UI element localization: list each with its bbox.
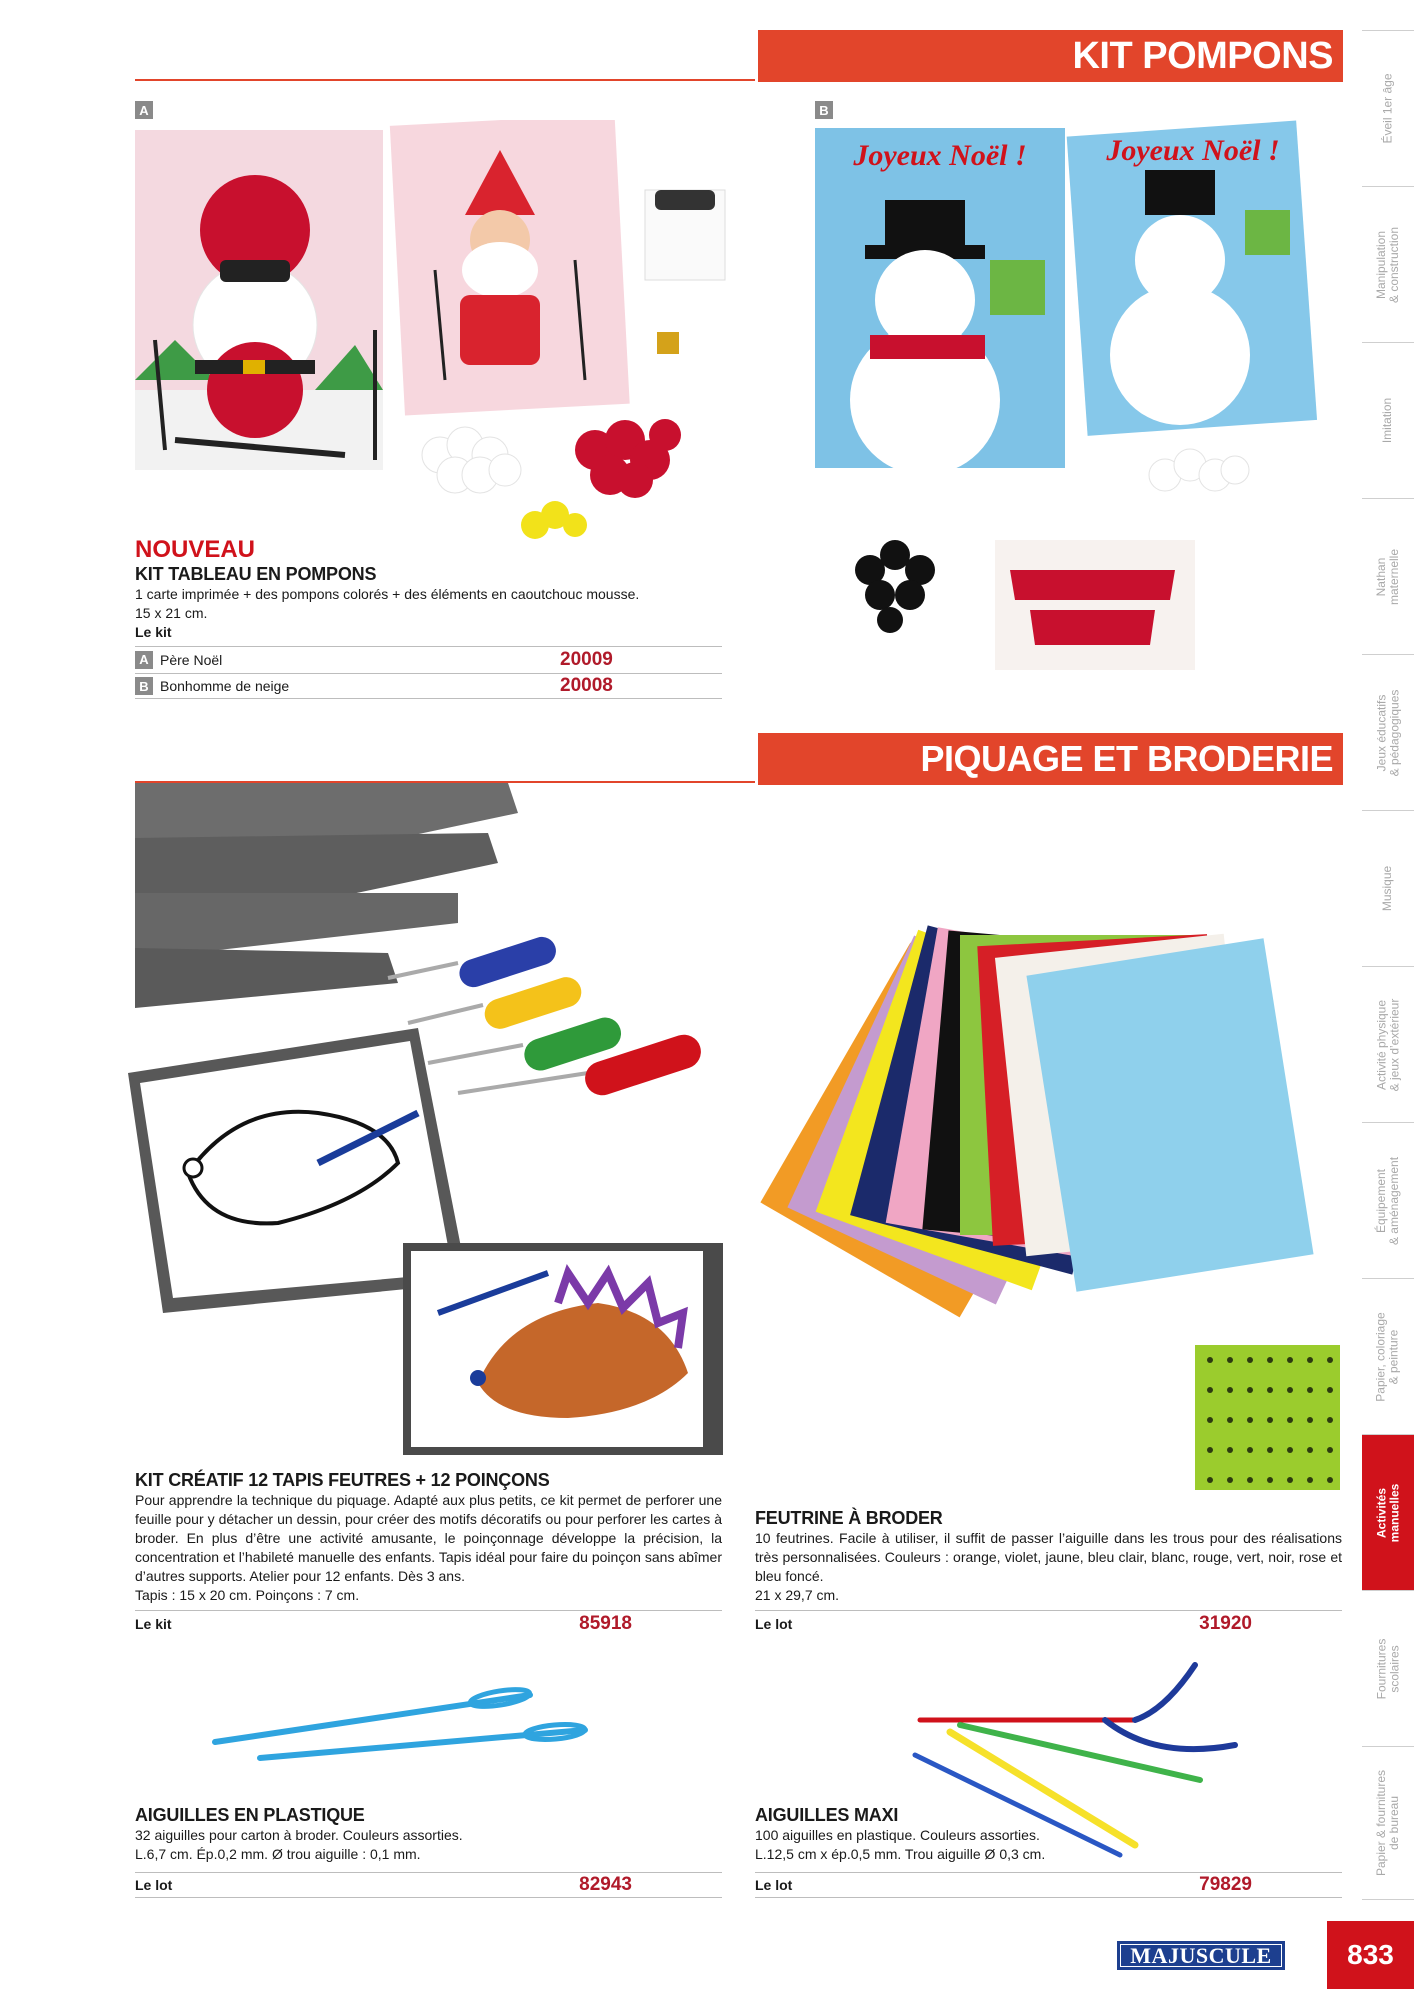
joyeux-noel-card-b: Joyeux Noël ! [1106,134,1280,167]
tab-label: Papier, coloriage & peinture [1374,1311,1402,1402]
tab-label: Papier & fournitures de bureau [1374,1769,1401,1877]
kit-creatif-desc: Pour apprendre la technique du piquage. Adapté aux plus petits, ce kit permet de perforer une feuille pour y détacher un dessin, pour créer des motifs décoratifs ou pour perforer les cartes à broder. En plus d’être une activité amusante, le poinçonnage développe la précision, la concentration et l’habileté manuelle des enfants. Tapis idéal pour faire du poinçon sans abîmer d’autres supports. Atelier pour 12 enfants. Dès 3 ans. [135,1492,722,1584]
aiguilles-plastique-size: L.6,7 cm. Ép.0,2 mm. Ø trou aiguille : 0,1 mm. [135,1846,421,1862]
variant-ref: 20008 [560,675,613,696]
unit-label: Le lot [135,1877,173,1893]
tab-label: Éveil 1er âge [1380,73,1395,144]
aiguilles-plastique-desc: 32 aiguilles pour carton à broder. Couleurs assorties. [135,1827,463,1843]
joyeux-noel-card-a: Joyeux Noël ! [853,139,1027,172]
aiguilles-plastique-title: AIGUILLES EN PLASTIQUE [135,1805,365,1825]
section-title-piquage: PIQUAGE ET BRODERIE [758,733,1343,785]
tab-label: Équipement & aménagement [1374,1156,1401,1245]
snowman-pompon-image [815,100,1335,680]
section-title-kit-pompons: KIT POMPONS [758,30,1343,82]
tab-label: Manipulation & construction [1374,226,1402,303]
tab-jeux-educatifs[interactable] [1362,654,1414,810]
tab-activite-physique[interactable] [1362,966,1414,1122]
tab-eveil[interactable] [1362,30,1414,186]
kit-creatif-title: KIT CRÉATIF 12 TAPIS FEUTRES + 12 POINÇONS [135,1470,550,1490]
kit-pompons-title: KIT TABLEAU EN POMPONS [135,564,377,584]
feutrine-desc: 10 feutrines. Facile à utiliser, il suffit de passer l’aiguille dans les trous pour des réalisations très personnalisées. Couleurs : orange, violet, jaune, bleu clair, blanc, rouge, vert, noir, rose et bleu foncé. [755,1530,1342,1584]
variant-letter: B [135,677,153,695]
new-badge: NOUVEAU [135,536,256,563]
aiguilles-maxi-size: L.12,5 cm x ép.0,5 mm. Trou aiguille Ø 0,3 cm. [755,1846,1046,1862]
tab-nathan[interactable] [1362,498,1414,654]
aiguilles-maxi-desc: 100 aiguilles en plastique. Couleurs assorties. [755,1827,1040,1843]
felt-mats-punchers-image [128,783,728,1458]
aiguilles-plastique-price-row [135,1872,722,1898]
aiguilles-maxi-price-row [755,1872,1342,1898]
tab-label: Nathan maternelle [1374,548,1401,605]
product-ref: 79829 [1199,1874,1252,1895]
tab-activites-manuelles[interactable] [1362,1434,1414,1590]
product-ref: 31920 [1199,1612,1252,1634]
tab-papier-coloriage[interactable] [1362,1278,1414,1434]
variant-letter: A [135,651,153,669]
variant-tag-a: A [135,101,153,119]
tab-equipement[interactable] [1362,1122,1414,1278]
variant-tag-b: B [815,101,833,119]
variant-ref: 20009 [560,648,613,670]
plastic-needles-image [200,1670,600,1770]
feutrine-price-row [755,1610,1342,1636]
feutrine-title: FEUTRINE À BRODER [755,1508,943,1528]
kit-creatif-size: Tapis : 15 x 20 cm. Poinçons : 7 cm. [135,1587,360,1603]
category-sidebar [1362,30,1414,1900]
santa-pompon-image [135,120,735,540]
embroidery-felts-image [720,890,1360,1510]
tab-label: Fournitures scolaires [1374,1638,1402,1699]
tab-manipulation[interactable] [1362,186,1414,342]
tab-label: Activités manuelles [1374,1483,1402,1542]
tab-papier-bureau[interactable] [1362,1746,1414,1900]
tab-imitation[interactable] [1362,342,1414,498]
kit-pompons-unit: Le kit [135,624,172,640]
page-number: 833 [1327,1921,1414,1989]
section-rule-pompons [135,79,755,81]
majuscule-logo: MAJUSCULE [1117,1941,1285,1970]
kit-pompons-size: 15 x 21 cm. [135,605,208,621]
product-ref: 82943 [579,1874,632,1895]
tab-label: Activité physique & jeux d’extérieur [1374,998,1401,1091]
kit-creatif-price-row [135,1610,722,1636]
product-ref: 85918 [579,1612,632,1634]
unit-label: Le kit [135,1615,172,1632]
variant-name: Bonhomme de neige [160,678,290,694]
tab-label: Imitation [1380,397,1395,444]
unit-label: Le lot [755,1877,793,1893]
tab-fournitures-scolaires[interactable] [1362,1590,1414,1746]
tab-label: Jeux éducatifs & pédagogiques [1374,689,1401,776]
variant-row-pere-noel [135,646,722,672]
kit-pompons-desc: 1 carte imprimée + des pompons colorés + des éléments en caoutchouc mousse. [135,586,640,602]
tab-label: Musique [1380,865,1395,912]
variant-row-bonhomme [135,673,722,699]
unit-label: Le lot [755,1615,793,1632]
feutrine-size: 21 x 29,7 cm. [755,1587,840,1603]
aiguilles-maxi-title: AIGUILLES MAXI [755,1805,899,1825]
variant-name: Père Noël [160,651,223,668]
tab-musique[interactable] [1362,810,1414,966]
